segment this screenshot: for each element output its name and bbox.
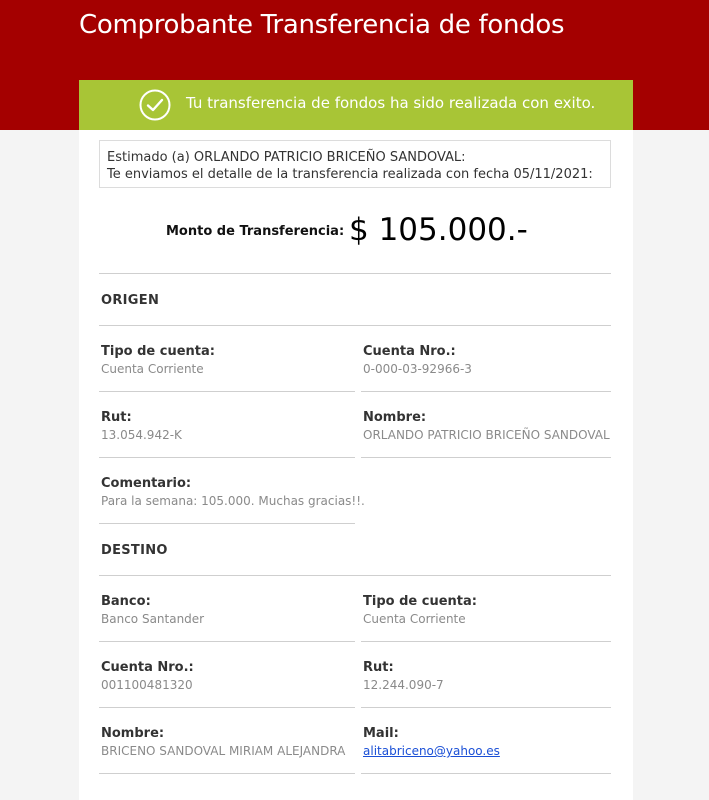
divider	[99, 325, 611, 326]
origen-tipo-cuenta-label: Tipo de cuenta:	[101, 344, 215, 359]
origen-cuenta-nro-label: Cuenta Nro.:	[363, 344, 456, 359]
divider	[361, 707, 611, 708]
destino-banco-value: Banco Santander	[101, 612, 205, 626]
divider	[361, 391, 611, 392]
origen-nombre-label: Nombre:	[363, 410, 427, 425]
receipt-card	[79, 80, 633, 800]
origen-nombre-value: ORLANDO PATRICIO BRICEÑO SANDOVAL	[363, 428, 610, 442]
check-circle-icon	[139, 89, 171, 121]
divider	[99, 773, 355, 774]
origen-comentario-value: Para la semana: 105.000. Muchas gracias!!.	[101, 494, 365, 508]
divider	[99, 457, 355, 458]
origen-rut-label: Rut:	[101, 410, 132, 425]
section-title-origen: ORIGEN	[101, 293, 160, 308]
divider	[361, 773, 611, 774]
success-banner	[79, 80, 633, 130]
divider	[99, 575, 611, 576]
origen-tipo-cuenta-value: Cuenta Corriente	[101, 362, 204, 376]
success-message: Tu transferencia de fondos ha sido realizada con exito.	[186, 94, 596, 112]
divider	[99, 707, 355, 708]
destino-mail-link[interactable]: alitabriceno@yahoo.es	[363, 744, 500, 758]
amount-value: $ 105.000.-	[349, 212, 528, 248]
greeting-line-1: Estimado (a) ORLANDO PATRICIO BRICEÑO SANDOVAL:	[107, 150, 466, 165]
section-title-destino: DESTINO	[101, 543, 168, 558]
destino-banco-label: Banco:	[101, 594, 151, 609]
destino-mail-label: Mail:	[363, 726, 399, 741]
divider	[99, 273, 611, 274]
greeting-line-2: Te enviamos el detalle de la transferencia realizada con fecha 05/11/2021:	[107, 167, 593, 182]
divider	[99, 391, 355, 392]
origen-rut-value: 13.054.942-K	[101, 428, 182, 442]
divider	[99, 641, 355, 642]
destino-tipo-cuenta-label: Tipo de cuenta:	[363, 594, 477, 609]
divider	[99, 523, 355, 524]
origen-cuenta-nro-value: 0-000-03-92966-3	[363, 362, 472, 376]
destino-tipo-cuenta-value: Cuenta Corriente	[363, 612, 466, 626]
divider	[361, 641, 611, 642]
destino-rut-label: Rut:	[363, 660, 394, 675]
page-title: Comprobante Transferencia de fondos	[79, 10, 565, 40]
amount-label: Monto de Transferencia:	[166, 224, 345, 239]
greeting-box	[99, 140, 611, 188]
destino-rut-value: 12.244.090-7	[363, 678, 444, 692]
destino-cuenta-nro-label: Cuenta Nro.:	[101, 660, 194, 675]
origen-comentario-label: Comentario:	[101, 476, 192, 491]
destino-cuenta-nro-value: 001100481320	[101, 678, 193, 692]
destino-nombre-value: BRICENO SANDOVAL MIRIAM ALEJANDRA	[101, 744, 346, 758]
divider	[361, 457, 611, 458]
destino-nombre-label: Nombre:	[101, 726, 165, 741]
